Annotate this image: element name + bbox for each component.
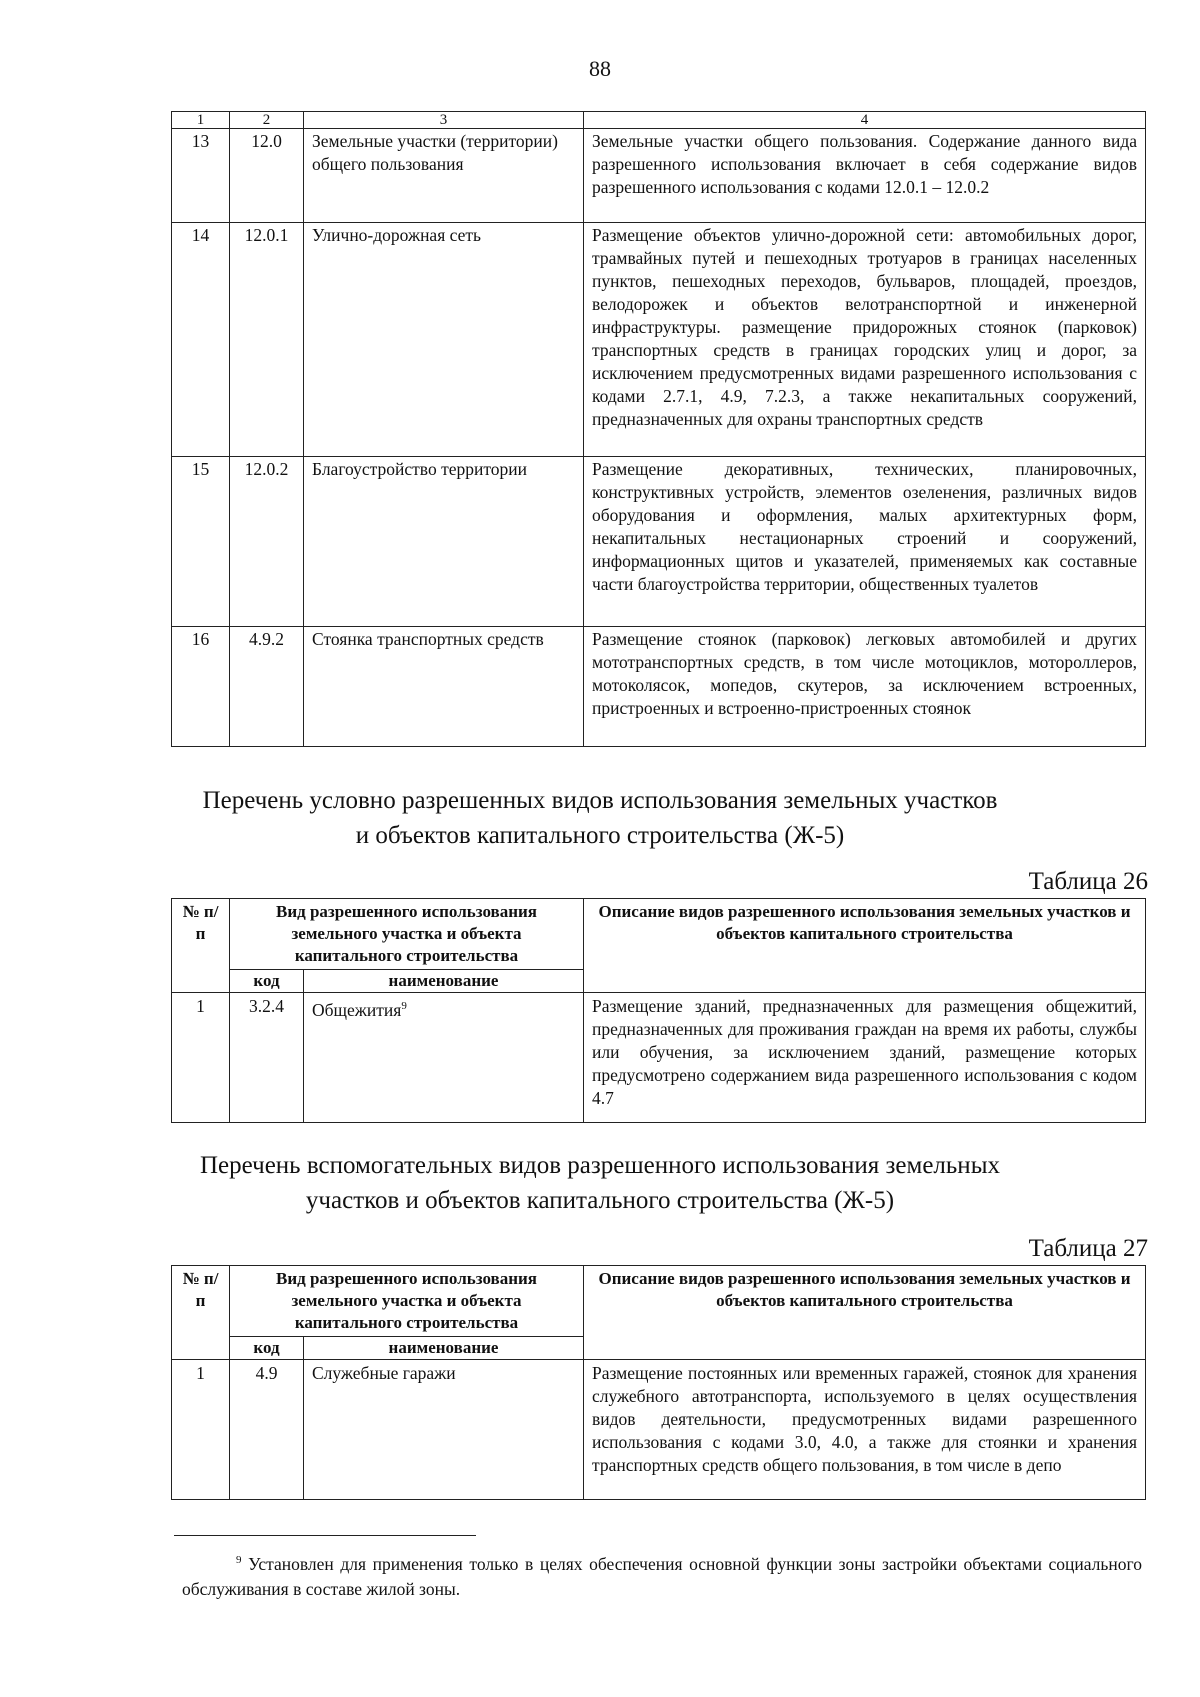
footnote-text: Установлен для применения только в целях обеспечения основной функции зоны застройки объектами социального обслуживания в составе жилой зоны. <box>182 1553 1143 1599</box>
heading-line: и объектов капитального строительства (Ж-5) <box>355 822 845 849</box>
row-name-text: Общежития <box>312 999 402 1020</box>
row-name: Благоустройство территории <box>304 457 584 627</box>
row-code: 3.2.4 <box>230 993 304 1123</box>
header-kind: Вид разрешенного использования земельного участка и объекта капитального строительства <box>230 899 584 970</box>
row-description: Земельные участки общего пользования. Содержание данного вида разрешенного использования включает в себя содержание видов разрешенного использования с кодами 12.0.1 – 12.0.2 <box>584 129 1146 223</box>
row-description: Размещение зданий, предназначенных для размещения общежитий, предназначенных для проживания граждан на время их работы, службы или обучения, за исключением зданий, размещение которых предусмотрено содержанием вида разрешенного использования с кодом 4.7 <box>584 993 1146 1123</box>
footnote-mark: 9 <box>236 1554 242 1566</box>
header-row <box>172 1266 1146 1337</box>
row-description: Размещение декоративных, технических, планировочных, конструктивных устройств, элементов озеленения, различных видов оборудования и оформления, малых архитектурных форм, некапитальных нестационарных строений и сооружений, информационных щитов и указателей, применяемых как составные части благоустройства территории, общественных туалетов <box>584 457 1146 627</box>
row-number: 1 <box>172 993 230 1123</box>
header-name: наименование <box>304 970 584 993</box>
conditional-use-table <box>171 898 1146 1123</box>
header-code: код <box>230 1337 304 1360</box>
row-name: Улично-дорожная сеть <box>304 223 584 457</box>
row-code: 4.9.2 <box>230 627 304 747</box>
row-code: 12.0.2 <box>230 457 304 627</box>
footnote-divider <box>174 1535 476 1536</box>
row-code: 12.0 <box>230 129 304 223</box>
row-code: 4.9 <box>230 1360 304 1500</box>
column-number: 2 <box>230 112 304 129</box>
row-description: Размещение стоянок (парковок) легковых автомобилей и других мототранспортных средств, в том числе мотоциклов, мотороллеров, мотоколясок, мопедов, скутеров, за исключением встроенных, пристроенных и встроенно-пристроенных стоянок <box>584 627 1146 747</box>
row-number: 16 <box>172 627 230 747</box>
section-heading-auxiliary <box>0 1148 1200 1218</box>
header-kind: Вид разрешенного использования земельного участка и объекта капитального строительства <box>230 1266 584 1337</box>
row-name: Земельные участки (территории) общего пользования <box>304 129 584 223</box>
column-number: 4 <box>584 112 1146 129</box>
land-use-table-continued <box>171 111 1146 747</box>
header-description: Описание видов разрешенного использования земельных участков и объектов капитального строительства <box>584 899 1146 993</box>
column-number-row <box>172 112 1146 129</box>
row-description: Размещение объектов улично-дорожной сети: автомобильных дорог, трамвайных путей и пешеходных тротуаров в границах населенных пунктов, пешеходных переходов, бульваров, площадей, проездов, велодорожек и объектов велотранспортной и инженерной инфраструктуры. размещение придорожных стоянок (парковок) транспортных средств в границах городских улиц и дорог, за исключением предусмотренных видами разрешенного использования с кодами 2.7.1, 4.9, 7.2.3, а также некапитальных сооружений, предназначенных для охраны транспортных средств <box>584 223 1146 457</box>
auxiliary-use-table <box>171 1265 1146 1500</box>
header-number: № п/п <box>172 899 230 993</box>
table-row <box>172 223 1146 457</box>
heading-line: Перечень условно разрешенных видов использования земельных участков <box>202 787 998 814</box>
table-row <box>172 993 1146 1123</box>
heading-line: Перечень вспомогательных видов разрешенного использования земельных <box>200 1152 1000 1179</box>
table-row <box>172 1360 1146 1500</box>
row-name <box>304 993 584 1123</box>
row-description: Размещение постоянных или временных гаражей, стоянок для хранения служебного автотранспорта, используемого в целях осуществления видов деятельности, предусмотренных видами разрешенного использования с кодами 3.0, 4.0, а также для стоянки и хранения транспортных средств общего пользования, в том числе в депо <box>584 1360 1146 1500</box>
header-description: Описание видов разрешенного использования земельных участков и объектов капитального строительства <box>584 1266 1146 1360</box>
header-row <box>172 899 1146 970</box>
table-row <box>172 627 1146 747</box>
header-name: наименование <box>304 1337 584 1360</box>
row-number: 14 <box>172 223 230 457</box>
table-label-26: Таблица 26 <box>1028 868 1148 895</box>
row-name: Стоянка транспортных средств <box>304 627 584 747</box>
page-number: 88 <box>589 56 611 81</box>
header-number: № п/п <box>172 1266 230 1360</box>
table-row <box>172 457 1146 627</box>
row-number: 15 <box>172 457 230 627</box>
row-number: 1 <box>172 1360 230 1500</box>
footnote-reference: 9 <box>401 1000 407 1012</box>
table-row <box>172 129 1146 223</box>
header-code: код <box>230 970 304 993</box>
row-number: 13 <box>172 129 230 223</box>
column-number: 1 <box>172 112 230 129</box>
column-number: 3 <box>304 112 584 129</box>
section-heading-conditional <box>0 783 1200 853</box>
table-label-27: Таблица 27 <box>1028 1235 1148 1262</box>
footnote <box>182 1548 1142 1602</box>
row-name: Служебные гаражи <box>304 1360 584 1500</box>
row-code: 12.0.1 <box>230 223 304 457</box>
heading-line: участков и объектов капитального строительства (Ж-5) <box>305 1187 895 1214</box>
